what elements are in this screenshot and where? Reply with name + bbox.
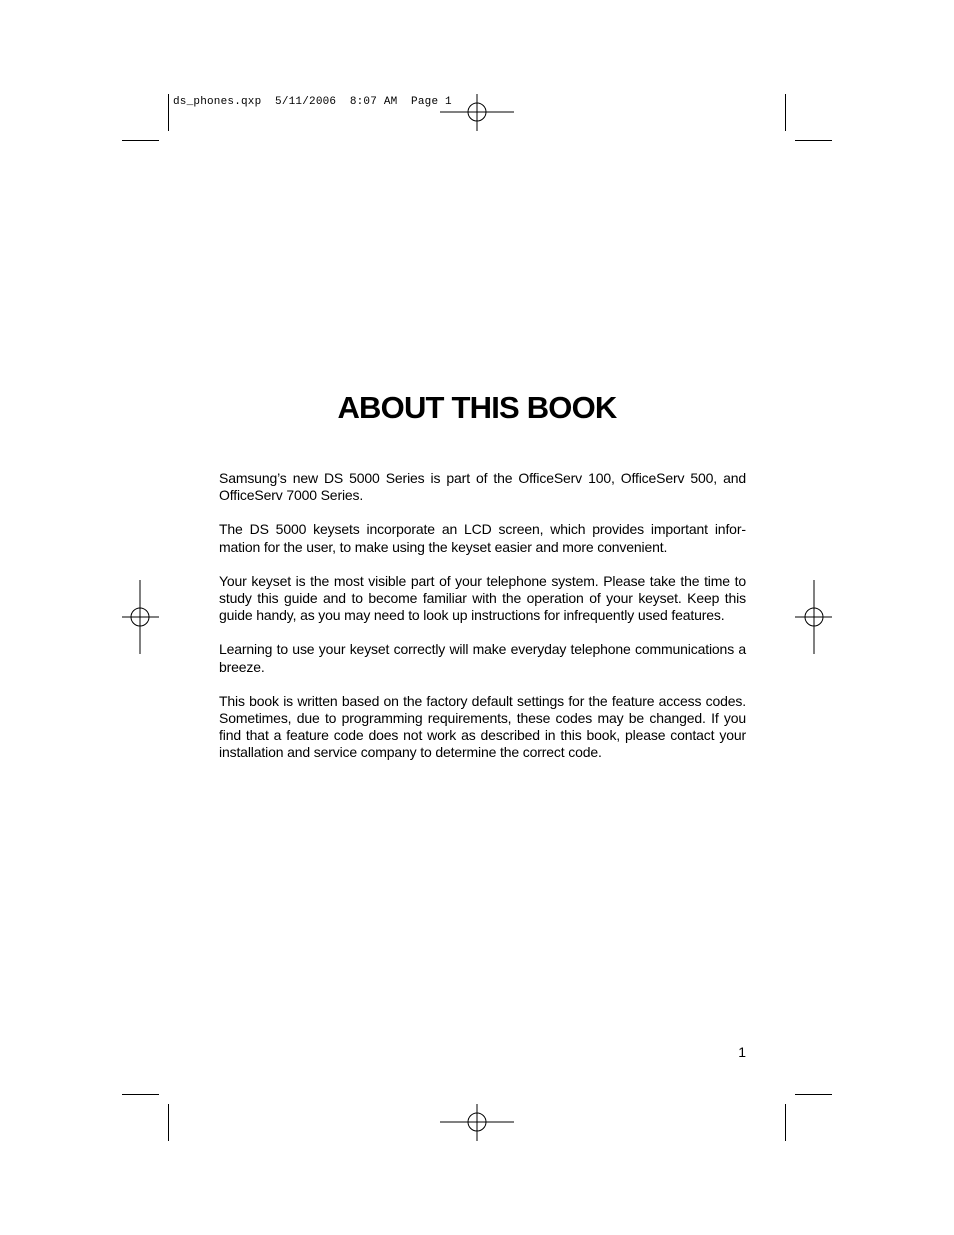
paragraph-series-intro: Samsung’s new DS 5000 Series is part of the OfficeServ 100, OfficeServ 500, and OfficeServ 7000 Series. (219, 470, 746, 504)
paragraph-default-settings: This book is written based on the factory default settings for the feature access codes. Sometimes, due to programming requirements, these codes may be changed. If you find that a feature code does not work as described in this book, please contact your installation and service company to determine the correct code. (219, 692, 746, 761)
registration-mark-bottom (440, 1104, 514, 1141)
paragraph-learning: Learning to use your keyset correctly will make everyday telephone communications a breeze. (219, 641, 746, 675)
registration-mark-left (122, 580, 159, 654)
paragraph-lcd-screen: The DS 5000 keysets incorporate an LCD screen, which provides important information for the user, to make using the keyset easier and more convenient. (219, 521, 746, 555)
page-title: ABOUT THIS BOOK (337, 390, 617, 425)
registration-mark-top (440, 94, 514, 131)
print-slug: ds_phones.qxp 5/11/2006 8:07 AM Page 1 (173, 96, 452, 108)
page-number: 1 (738, 1044, 746, 1060)
body-text (219, 470, 746, 779)
registration-mark-right (795, 580, 832, 654)
paragraph-keyset-guide: Your keyset is the most visible part of your telephone system. Please take the time to study this guide and to become familiar with the operation of your keyset. Keep this guide handy, as you may need to look up instructions for infrequently used features. (219, 572, 746, 624)
